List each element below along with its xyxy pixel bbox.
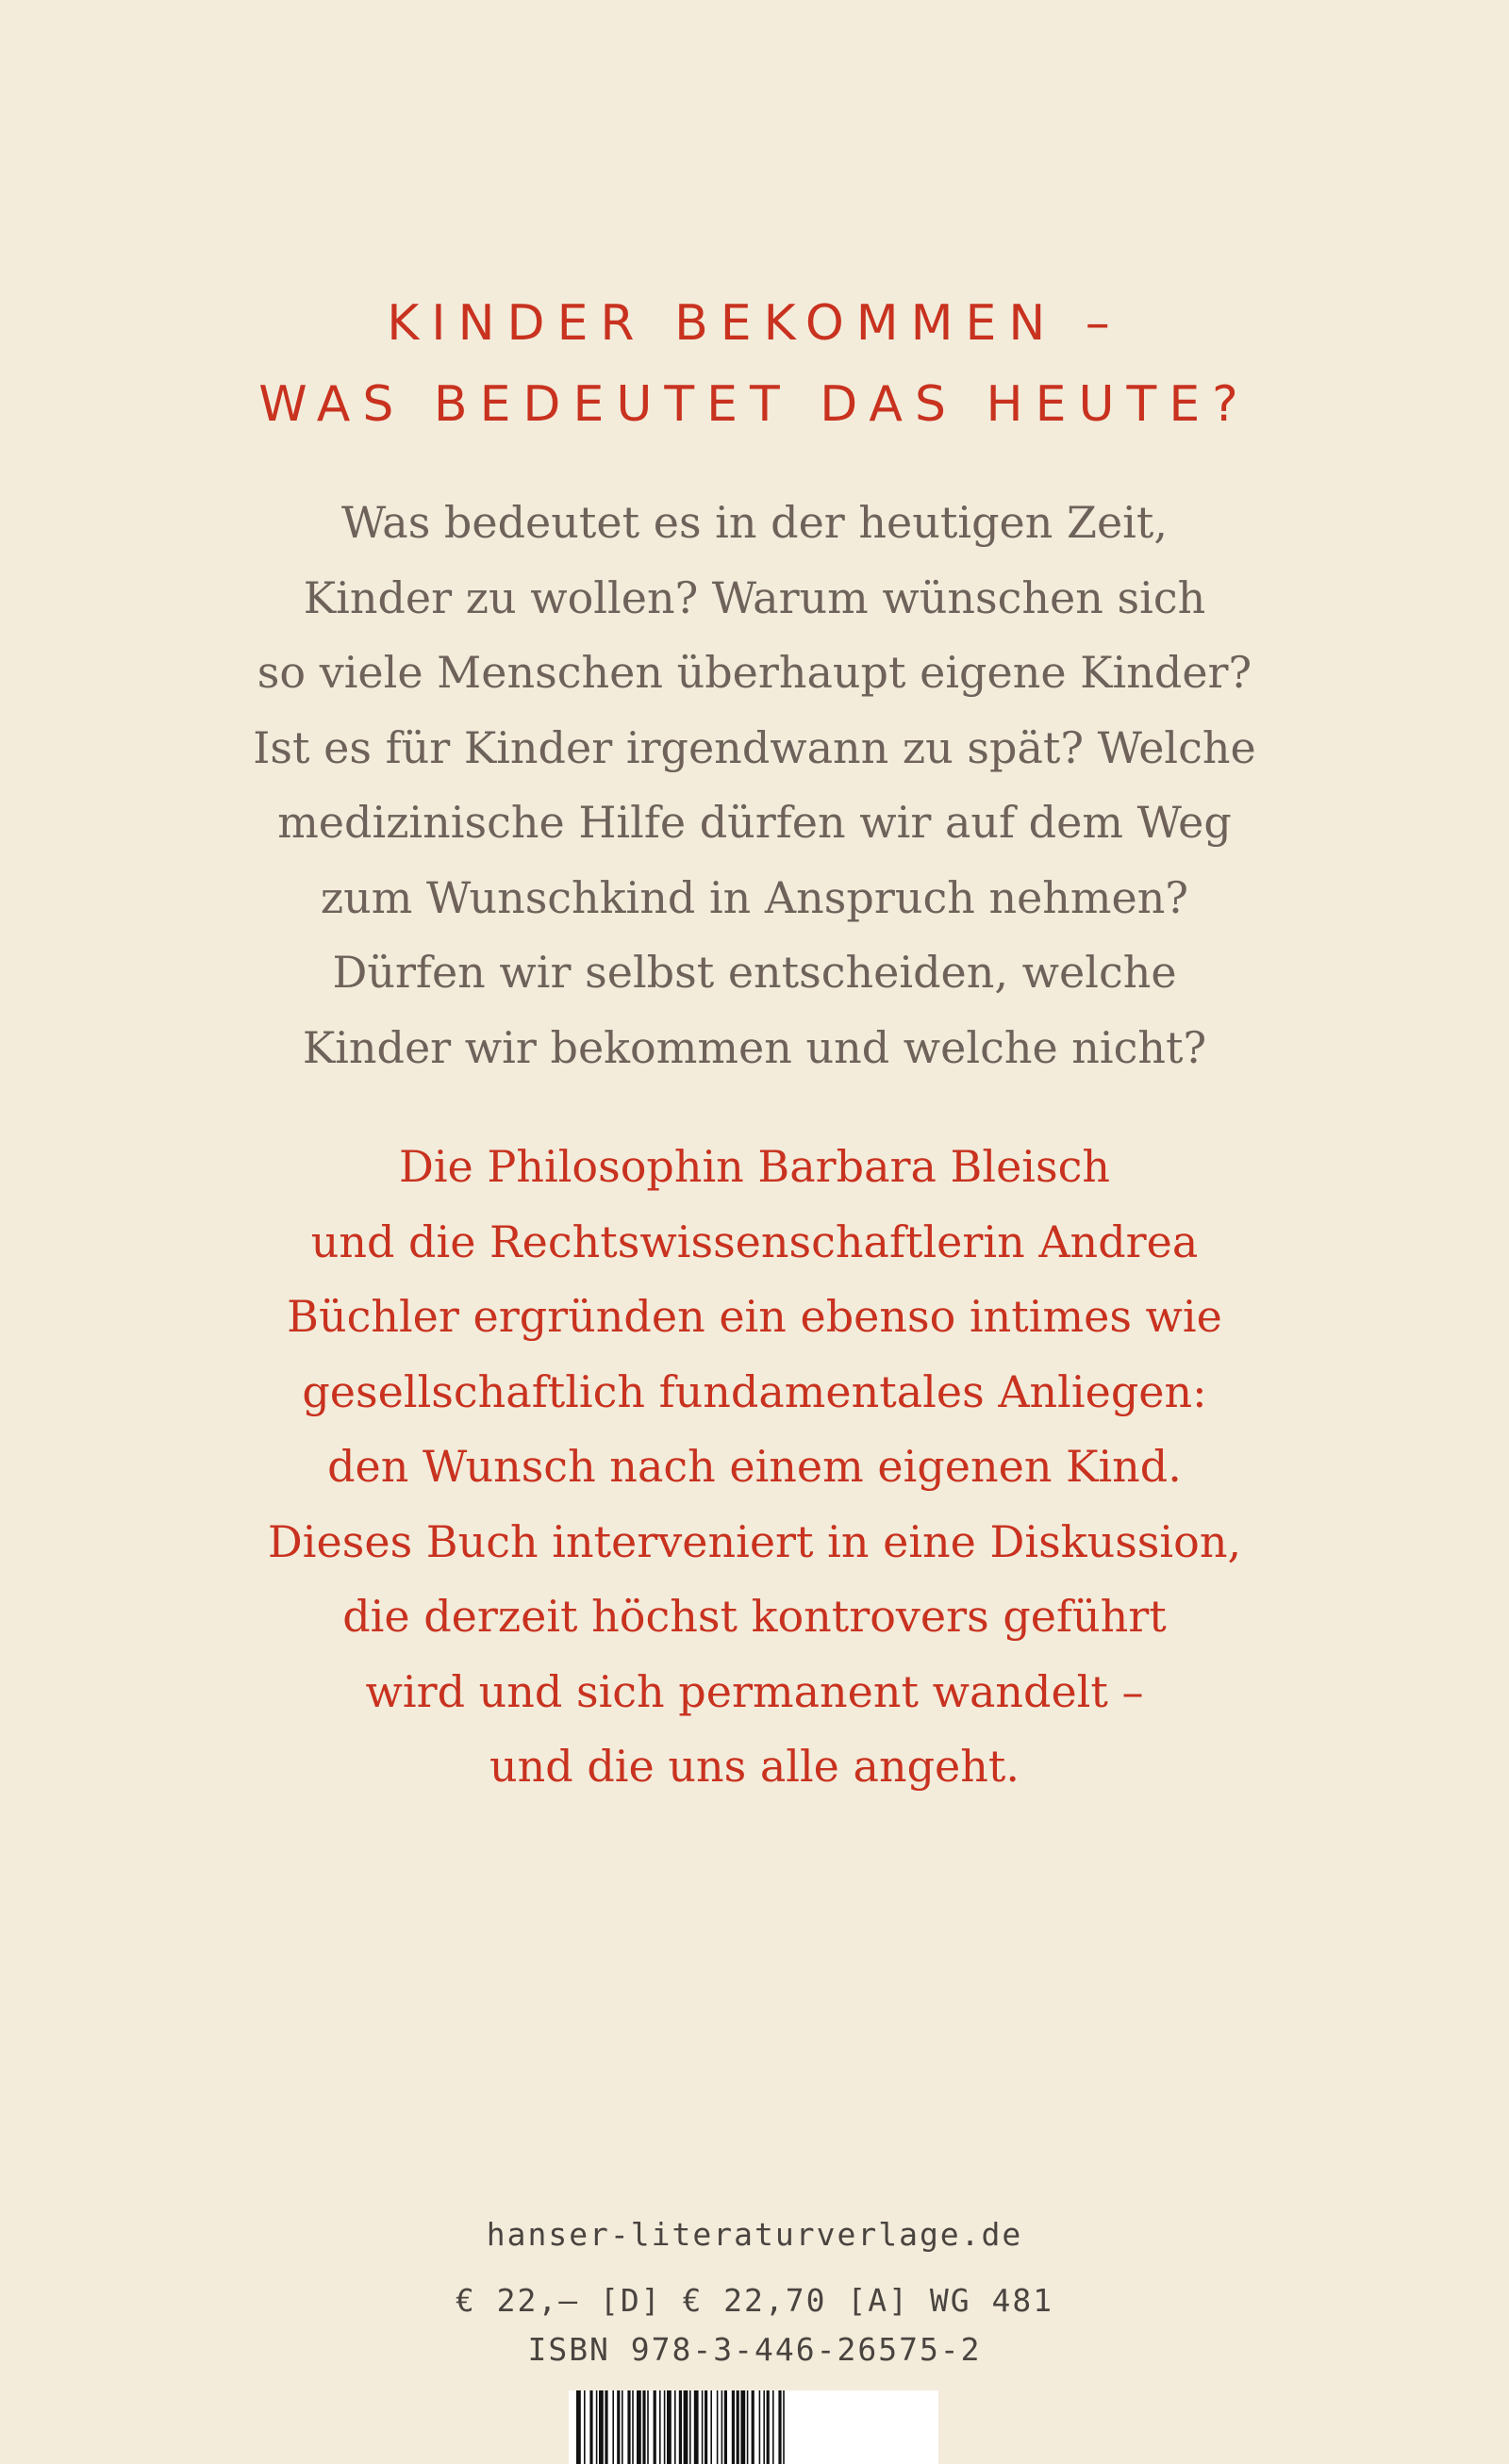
barcode-bar [576, 2390, 581, 2464]
barcode-bar [772, 2390, 774, 2464]
barcode-bar [617, 2390, 620, 2464]
barcode-bar [689, 2390, 691, 2464]
questions-paragraph [0, 486, 1509, 1085]
barcode-bar [612, 2390, 614, 2464]
about-line: die derzeit höchst kontrovers geführt [342, 1591, 1167, 1642]
about-line: Dieses Buch interveniert in eine Diskussion, [267, 1515, 1242, 1567]
questions-line: Kinder zu wollen? Warum wünschen sich [303, 571, 1206, 623]
barcode-bar [674, 2390, 676, 2464]
questions-line: Was bedeutet es in der heutigen Zeit, [341, 497, 1168, 548]
about-line: den Wunsch nach einem eigenen Kind. [327, 1441, 1182, 1492]
headline [0, 283, 1509, 445]
about-line: Büchler ergründen ein ebenso intimes wie [287, 1291, 1222, 1342]
barcode-bar [737, 2390, 739, 2464]
barcode-bar [654, 2390, 656, 2464]
barcode-bar [684, 2390, 688, 2464]
barcode-bar [584, 2390, 586, 2464]
questions-line: medizinische Hilfe dürfen wir auf dem Weg [277, 797, 1232, 848]
about-line: gesellschaftlich fundamentales Anliegen: [302, 1365, 1207, 1417]
price-line: € 22,– [D] € 22,70 [A] WG 481 [455, 2282, 1054, 2319]
questions-line: zum Wunschkind in Anspruch nehmen? [320, 871, 1189, 923]
barcode-bar [705, 2390, 707, 2464]
barcode-bar [589, 2390, 592, 2464]
barcode-bar [752, 2390, 754, 2464]
questions-line: Dürfen wir selbst entscheiden, welche [332, 947, 1177, 998]
headline-line-2: WAS BEDEUTET DAS HEUTE? [258, 376, 1251, 433]
barcode-bar [637, 2390, 641, 2464]
barcode-bar [778, 2390, 781, 2464]
barcode-bar [679, 2390, 682, 2464]
publisher-url: hanser-literaturverlage.de [486, 2216, 1023, 2253]
barcode-bar [724, 2390, 727, 2464]
barcode-bar [622, 2390, 623, 2464]
barcode-bar [659, 2390, 661, 2464]
barcode-bar [717, 2390, 719, 2464]
barcode-bar [605, 2390, 607, 2464]
barcode-bar [747, 2390, 749, 2464]
barcode-bar [783, 2390, 785, 2464]
barcode-bar [767, 2390, 770, 2464]
questions-line: so viele Menschen überhaupt eigene Kinder? [257, 647, 1252, 698]
barcode-bar [710, 2390, 712, 2464]
barcode-bar [596, 2390, 598, 2464]
barcode-bar [759, 2390, 761, 2464]
barcode-bar [763, 2390, 765, 2464]
about-line: und die uns alle angeht. [489, 1741, 1020, 1792]
barcode [569, 2390, 938, 2464]
barcode-bar [694, 2390, 699, 2464]
about-paragraph [0, 1130, 1509, 1805]
barcode-bar [740, 2390, 745, 2464]
barcode-bar [732, 2390, 735, 2464]
barcode-bar [632, 2390, 634, 2464]
headline-line-1: KINDER BEKOMMEN – [387, 295, 1122, 352]
barcode-bar [721, 2390, 723, 2464]
barcode-bar [599, 2390, 604, 2464]
isbn-line: ISBN 978-3-446-26575-2 [527, 2331, 982, 2368]
about-line: und die Rechtswissenschaftlerin Andrea [310, 1215, 1199, 1267]
about-line: Die Philosophin Barbara Bleisch [398, 1141, 1111, 1192]
questions-line: Kinder wir bekommen und welche nicht? [302, 1021, 1207, 1073]
barcode-bar [664, 2390, 666, 2464]
barcode-bar [647, 2390, 649, 2464]
barcode-bar [702, 2390, 704, 2464]
about-line: wird und sich permanent wandelt – [365, 1665, 1144, 1717]
questions-line: Ist es für Kinder irgendwann zu spät? Welche [253, 721, 1256, 773]
barcode-bar [627, 2390, 630, 2464]
barcode-bar [642, 2390, 645, 2464]
barcode-bar [667, 2390, 672, 2464]
